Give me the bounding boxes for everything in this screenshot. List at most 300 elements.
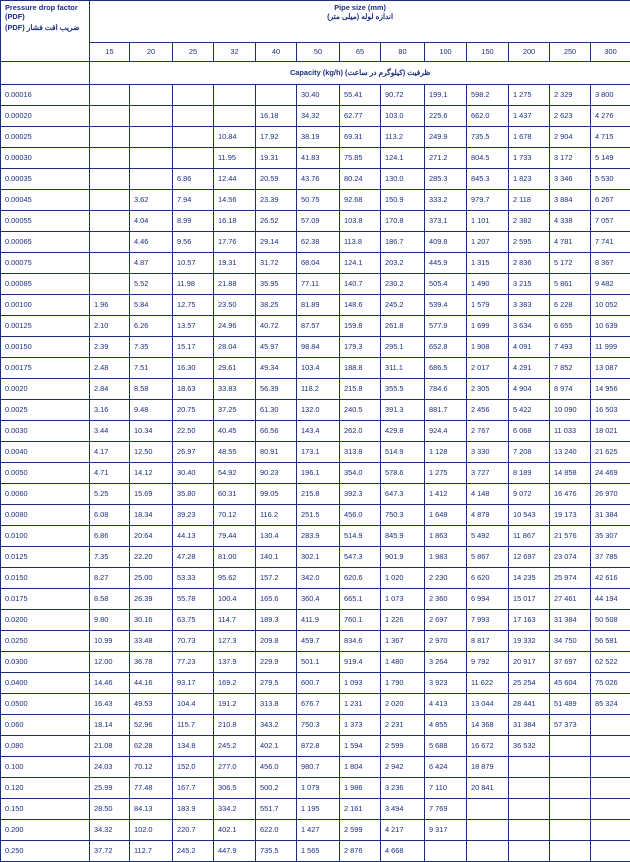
capacity-cell: 6 424 [425,757,467,778]
capacity-title-fa: ظرفیت (کیلوگرم در ساعت) [345,68,430,77]
capacity-cell: 13.57 [173,316,214,337]
pipe-size-5: 50 [297,43,340,62]
capacity-cell: 1 437 [509,106,550,127]
capacity-cell: 81.89 [297,295,340,316]
capacity-cell: 342.0 [297,568,340,589]
capacity-cell: 28 441 [509,694,550,715]
capacity-cell: 18 879 [467,757,509,778]
capacity-cell: 3.44 [90,421,130,442]
capacity-cell: 456.0 [340,505,381,526]
capacity-cell: 14 368 [467,715,509,736]
capacity-cell: 179.3 [340,337,381,358]
capacity-cell: 23.39 [256,190,297,211]
capacity-cell [591,841,630,862]
capacity-cell: 2 329 [550,85,591,106]
capacity-cell: 103.8 [340,211,381,232]
capacity-cell: 35 307 [591,526,630,547]
capacity-cell: 1 648 [425,505,467,526]
capacity-cell [214,85,256,106]
capacity-cell: 24 469 [591,463,630,484]
capacity-cell: 4.17 [90,442,130,463]
capacity-cell: 8 974 [550,379,591,400]
capacity-cell: 261.8 [381,316,425,337]
capacity-cell: 124.1 [340,253,381,274]
capacity-cell: 5 422 [509,400,550,421]
capacity-cell: 598.2 [467,85,509,106]
capacity-cell [467,799,509,820]
table-row [1,589,630,610]
capacity-cell: 98.84 [297,337,340,358]
capacity-cell: 4 413 [425,694,467,715]
capacity-cell: 5.84 [130,295,173,316]
capacity-cell: 240.5 [340,400,381,421]
capacity-cell: 53.33 [173,568,214,589]
capacity-cell: 391.3 [381,400,425,421]
capacity-cell: 1 678 [509,127,550,148]
capacity-cell [509,820,550,841]
pressure-drop-factor-cell: 0.0500 [1,694,90,715]
table-row [1,736,630,757]
pipe-size-2: 25 [173,43,214,62]
capacity-cell: 2 767 [467,421,509,442]
pipe-size-header [90,1,630,43]
pressure-drop-factor-cell: 0.060 [1,715,90,736]
capacity-cell [173,85,214,106]
capacity-cell: 5.52 [130,274,173,295]
capacity-cell: 11.98 [173,274,214,295]
capacity-cell: 143.4 [297,421,340,442]
capacity-cell: 30.40 [297,85,340,106]
capacity-cell: 279.5 [256,673,297,694]
capacity-cell: 7.51 [130,358,173,379]
capacity-cell: 16 672 [467,736,509,757]
capacity-cell: 834.6 [340,631,381,652]
capacity-cell: 9.48 [130,400,173,421]
capacity-cell: 102.0 [130,820,173,841]
capacity-cell: 18.14 [90,715,130,736]
capacity-cell: 4.46 [130,232,173,253]
capacity-cell: 188.8 [340,358,381,379]
capacity-cell [256,85,297,106]
capacity-cell: 167.7 [173,778,214,799]
capacity-cell: 22.20 [130,547,173,568]
capacity-cell: 2 942 [381,757,425,778]
table-row [1,778,630,799]
table-row [1,295,630,316]
capacity-cell: 1 367 [381,631,425,652]
table-row [1,127,630,148]
capacity-cell: 21.88 [214,274,256,295]
capacity-cell: 134.8 [173,736,214,757]
capacity-cell: 1 207 [467,232,509,253]
capacity-cell: 10.99 [90,631,130,652]
capacity-cell: 124.1 [381,148,425,169]
capacity-cell: 20.64 [130,526,173,547]
capacity-cell: 31.72 [256,253,297,274]
capacity-cell: 2 020 [381,694,425,715]
capacity-cell: 13 044 [467,694,509,715]
table-row [1,400,630,421]
capacity-cell: 57 373 [550,715,591,736]
pressure-drop-factor-cell: 0.200 [1,820,90,841]
capacity-cell: 2 595 [509,232,550,253]
capacity-cell: 919.4 [340,652,381,673]
capacity-cell: 60.31 [214,484,256,505]
capacity-cell: 7 110 [425,778,467,799]
table-row [1,232,630,253]
capacity-cell: 9.80 [90,610,130,631]
capacity-cell [214,106,256,127]
capacity-cell: 2 305 [467,379,509,400]
capacity-cell: 5.25 [90,484,130,505]
capacity-cell: 6 228 [550,295,591,316]
pressure-drop-factor-cell: 0.0050 [1,463,90,484]
capacity-cell: 28.04 [214,337,256,358]
capacity-cell: 392.3 [340,484,381,505]
capacity-cell: 34.32 [90,820,130,841]
capacity-cell: 56.39 [256,379,297,400]
pressure-drop-factor-cell: 0.0200 [1,610,90,631]
pressure-drop-factor-cell: 0.00065 [1,232,90,253]
capacity-cell: 676.7 [297,694,340,715]
capacity-cell: 12.75 [173,295,214,316]
capacity-cell [591,778,630,799]
capacity-cell: 2 231 [381,715,425,736]
capacity-cell: 62.77 [340,106,381,127]
capacity-cell: 1 490 [467,274,509,295]
capacity-cell: 100.4 [214,589,256,610]
capacity-cell: 215.8 [297,484,340,505]
capacity-cell: 62.28 [130,736,173,757]
capacity-cell: 7 993 [467,610,509,631]
capacity-cell: 43.76 [297,169,340,190]
capacity-cell: 9 072 [509,484,550,505]
capacity-cell: 10 052 [591,295,630,316]
pressure-drop-factor-cell: 0.00125 [1,316,90,337]
capacity-cell: 14.56 [214,190,256,211]
capacity-cell: 1 195 [297,799,340,820]
capacity-cell: 114.7 [214,610,256,631]
table-row [1,169,630,190]
pipe-size-0: 15 [90,43,130,62]
capacity-cell: 70.12 [130,757,173,778]
capacity-cell: 16.30 [173,358,214,379]
capacity-cell: 845.9 [381,526,425,547]
capacity-cell [90,106,130,127]
capacity-cell: 1 073 [381,589,425,610]
capacity-cell: 2.48 [90,358,130,379]
table-row [1,442,630,463]
capacity-cell: 191.2 [214,694,256,715]
capacity-cell: 140.7 [340,274,381,295]
capacity-cell: 901.9 [381,547,425,568]
capacity-cell: 16.18 [256,106,297,127]
capacity-cell: 16 476 [550,484,591,505]
capacity-cell: 9 482 [591,274,630,295]
capacity-cell: 652.8 [425,337,467,358]
capacity-cell: 210.8 [214,715,256,736]
pressure-drop-factor-cell: 0.00175 [1,358,90,379]
capacity-cell: 539.4 [425,295,467,316]
capacity-cell: 4 879 [467,505,509,526]
capacity-cell [467,841,509,862]
capacity-cell: 1 412 [425,484,467,505]
capacity-cell: 306.5 [214,778,256,799]
capacity-cell: 220.7 [173,820,214,841]
capacity-cell: 11 033 [550,421,591,442]
capacity-cell: 165.6 [256,589,297,610]
capacity-cell: 12.50 [130,442,173,463]
capacity-cell: 25.99 [90,778,130,799]
capacity-cell: 26.52 [256,211,297,232]
capacity-cell: 3 215 [509,274,550,295]
capacity-cell: 77.23 [173,652,214,673]
capacity-cell: 15.17 [173,337,214,358]
capacity-cell: 445.9 [425,253,467,274]
capacity-cell: 24.03 [90,757,130,778]
capacity-cell: 249.9 [425,127,467,148]
capacity-cell: 980.7 [297,757,340,778]
table-row [1,85,630,106]
table-row [1,190,630,211]
capacity-cell: 2 599 [381,736,425,757]
capacity-cell: 355.5 [381,379,425,400]
capacity-cell: 23 074 [550,547,591,568]
capacity-cell [90,85,130,106]
capacity-cell: 647.3 [381,484,425,505]
capacity-cell: 20.59 [256,169,297,190]
table-row [1,148,630,169]
capacity-cell: 456.0 [256,757,297,778]
capacity-cell: 81.00 [214,547,256,568]
capacity-cell: 4 148 [467,484,509,505]
capacity-cell: 127.3 [214,631,256,652]
capacity-cell: 3 264 [425,652,467,673]
capacity-cell: 5 688 [425,736,467,757]
capacity-cell: 17 163 [509,610,550,631]
capacity-cell: 87.57 [297,316,340,337]
capacity-cell: 152.0 [173,757,214,778]
capacity-cell: 34 750 [550,631,591,652]
capacity-cell: 7.35 [90,547,130,568]
capacity-cell: 9 317 [425,820,467,841]
capacity-cell: 3.16 [90,400,130,421]
capacity-cell: 31 384 [550,610,591,631]
table-row [1,274,630,295]
capacity-cell: 39.23 [173,505,214,526]
capacity-cell: 360.4 [297,589,340,610]
capacity-cell: 411.9 [297,610,340,631]
capacity-cell: 7 741 [591,232,630,253]
capacity-cell: 69.31 [340,127,381,148]
capacity-cell [90,169,130,190]
table-row [1,799,630,820]
capacity-cell: 750.3 [297,715,340,736]
capacity-cell: 4 855 [425,715,467,736]
capacity-cell: 62.38 [297,232,340,253]
capacity-cell: 229.9 [256,652,297,673]
capacity-cell: 112.7 [130,841,173,862]
capacity-cell: 3 330 [467,442,509,463]
capacity-cell: 80.24 [340,169,381,190]
capacity-cell [591,757,630,778]
pipe-size-7: 80 [381,43,425,62]
capacity-cell: 7 208 [509,442,550,463]
capacity-cell: 31 384 [509,715,550,736]
capacity-title-en: Capacity (kg/h) [290,68,343,77]
capacity-cell: 402.1 [256,736,297,757]
capacity-cell [130,85,173,106]
factor-title-en: Pressure drop factor (PDF) [5,3,85,22]
capacity-cell [509,799,550,820]
capacity-cell: 14 956 [591,379,630,400]
capacity-cell: 173.1 [297,442,340,463]
capacity-cell: 1 804 [340,757,381,778]
capacity-cell: 24.96 [214,316,256,337]
capacity-cell [130,127,173,148]
capacity-cell: 10.34 [130,421,173,442]
capacity-cell: 7.94 [173,190,214,211]
table-row [1,211,630,232]
capacity-cell: 44.16 [130,673,173,694]
capacity-cell: 36.78 [130,652,173,673]
capacity-cell: 42 616 [591,568,630,589]
capacity-cell: 56 581 [591,631,630,652]
capacity-cell: 429.8 [381,421,425,442]
capacity-cell: 45.97 [256,337,297,358]
capacity-cell [467,820,509,841]
pressure-drop-factor-cell: 0.0400 [1,673,90,694]
capacity-cell: 3.62 [130,190,173,211]
capacity-cell: 99.05 [256,484,297,505]
capacity-cell: 18 021 [591,421,630,442]
capacity-cell: 23.50 [214,295,256,316]
capacity-cell: 872.8 [297,736,340,757]
capacity-cell: 665.1 [340,589,381,610]
table-row [1,463,630,484]
capacity-cell: 4 338 [550,211,591,232]
pressure-drop-factor-cell: 0.0040 [1,442,90,463]
table-row [1,526,630,547]
capacity-cell: 115.7 [173,715,214,736]
capacity-cell: 199.1 [425,85,467,106]
capacity-cell: 21 625 [591,442,630,463]
capacity-cell: 9.56 [173,232,214,253]
capacity-cell: 183.9 [173,799,214,820]
pressure-drop-factor-cell: 0.00045 [1,190,90,211]
capacity-cell: 130.4 [256,526,297,547]
table-row [1,715,630,736]
capacity-cell: 2 382 [509,211,550,232]
table-row [1,820,630,841]
capacity-cell: 92.68 [340,190,381,211]
capacity-row-spacer [1,62,90,85]
capacity-cell: 1 699 [467,316,509,337]
capacity-cell: 3 172 [550,148,591,169]
capacity-cell: 68.04 [297,253,340,274]
capacity-cell: 6 267 [591,190,630,211]
capacity-cell: 1 863 [425,526,467,547]
capacity-cell: 103.4 [297,358,340,379]
capacity-cell: 118.2 [297,379,340,400]
capacity-cell: 354.0 [340,463,381,484]
capacity-cell: 18.63 [173,379,214,400]
capacity-cell: 11 999 [591,337,630,358]
capacity-cell: 409.8 [425,232,467,253]
capacity-cell: 1 733 [509,148,550,169]
capacity-cell: 7 493 [550,337,591,358]
capacity-cell: 686.5 [425,358,467,379]
capacity-cell: 196.1 [297,463,340,484]
pipe-size-1: 20 [130,43,173,62]
capacity-cell: 1 020 [381,568,425,589]
capacity-cell: 3 727 [467,463,509,484]
pressure-drop-factor-cell: 0.100 [1,757,90,778]
capacity-cell: 283.9 [297,526,340,547]
capacity-cell: 79.44 [214,526,256,547]
capacity-cell: 85 324 [591,694,630,715]
capacity-cell: 447.9 [214,841,256,862]
capacity-cell: 1 565 [297,841,340,862]
capacity-cell: 2 161 [340,799,381,820]
capacity-cell: 33.48 [130,631,173,652]
capacity-cell: 116.2 [256,505,297,526]
capacity-cell: 979.7 [467,190,509,211]
capacity-cell: 2 836 [509,253,550,274]
capacity-cell: 334.2 [214,799,256,820]
pressure-drop-factor-cell: 0.0060 [1,484,90,505]
capacity-cell: 14.46 [90,673,130,694]
capacity-cell: 1 226 [381,610,425,631]
capacity-cell: 845.3 [467,169,509,190]
table-row [1,631,630,652]
capacity-cell: 169.2 [214,673,256,694]
capacity-cell: 245.2 [214,736,256,757]
capacity-cell: 77.11 [297,274,340,295]
capacity-cell: 1 579 [467,295,509,316]
capacity-cell: 19 173 [550,505,591,526]
capacity-cell: 30.40 [173,463,214,484]
table-row [1,484,630,505]
capacity-cell: 14.12 [130,463,173,484]
capacity-cell: 61.30 [256,400,297,421]
factor-title-fa: ضریب افت فشار (PDF) [5,24,85,31]
capacity-cell: 4 668 [381,841,425,862]
capacity-cell: 29.14 [256,232,297,253]
capacity-cell [550,757,591,778]
capacity-cell: 5 492 [467,526,509,547]
capacity-cell: 49.34 [256,358,297,379]
capacity-cell: 2 697 [425,610,467,631]
pressure-drop-factor-cell: 0.00075 [1,253,90,274]
capacity-cell [550,799,591,820]
capacity-cell: 10.57 [173,253,214,274]
capacity-cell: 6.26 [130,316,173,337]
capacity-cell: 6 994 [467,589,509,610]
pressure-drop-factor-cell: 0.250 [1,841,90,862]
capacity-cell [130,106,173,127]
capacity-cell: 26.39 [130,589,173,610]
pressure-drop-factor-cell: 0.0025 [1,400,90,421]
capacity-cell: 29.61 [214,358,256,379]
pressure-drop-factor-cell: 0.0020 [1,379,90,400]
capacity-cell: 4 276 [591,106,630,127]
capacity-cell: 9 792 [467,652,509,673]
capacity-cell: 19.31 [256,148,297,169]
table-row [1,610,630,631]
capacity-cell: 95.62 [214,568,256,589]
capacity-cell: 21.08 [90,736,130,757]
